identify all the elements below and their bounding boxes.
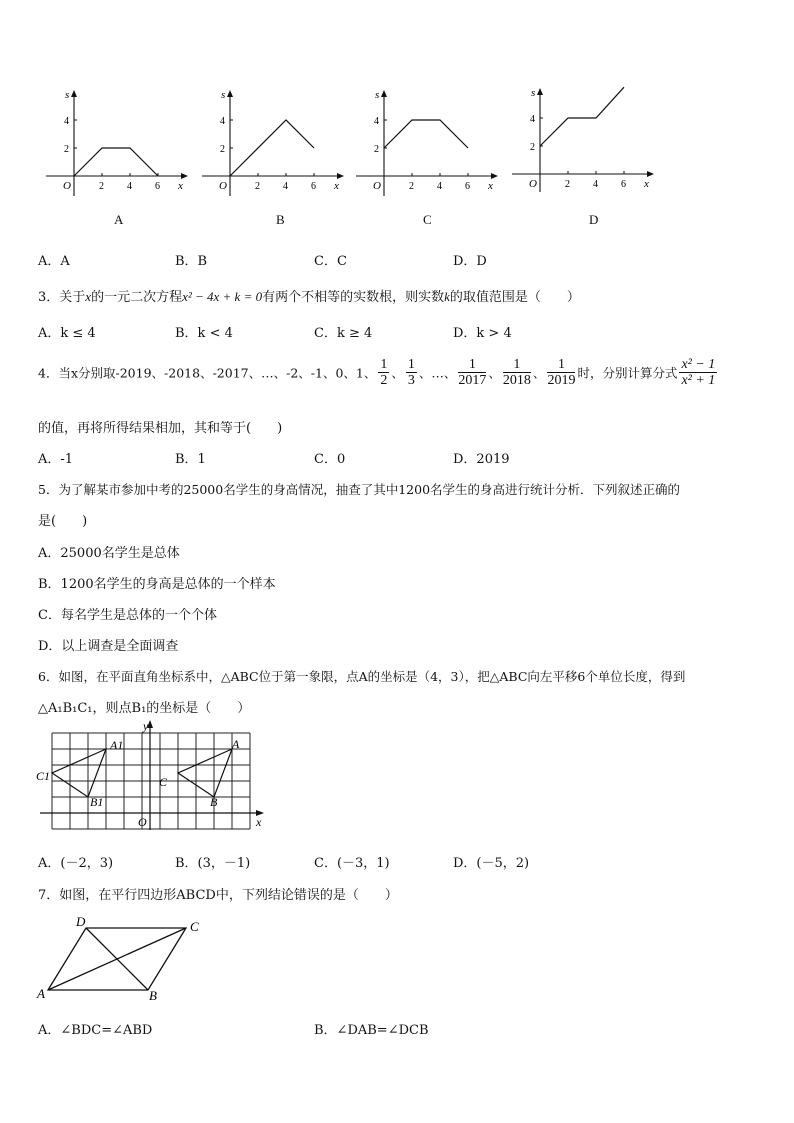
q4-expression: $\frac{\text{x² − 1}}{\text{x² + 1}}$ (681, 357, 716, 388)
q4-fraction-5: $\frac{1}{2019}$ (547, 357, 576, 388)
q5-option-c: C．每名学生是总体的一个个体 (38, 608, 217, 623)
origin-label: O (373, 180, 381, 192)
q6-label-b1: B1 (90, 795, 104, 809)
x-tick-label: 6 (155, 181, 160, 192)
q7-diagonal-bd (86, 928, 148, 990)
q6-line2: △A₁B₁C₁，则点B₁的坐标是（ ） (38, 701, 251, 716)
y-axis-label: s (531, 87, 536, 99)
graph-a (42, 86, 192, 196)
q2-option-d: D．D (453, 254, 487, 269)
q7-stem: 7．如图，在平行四边形ABCD中，下列结论错误的是（ ） (38, 888, 398, 903)
q5-line1: 5．为了解某市参加中考的25000名学生的身高情况，抽查了其中1200名学生的身高进行统计分析．下列叙述正确的 (38, 482, 681, 497)
y-axis-label: s (65, 89, 70, 101)
q6-label-x: x (256, 815, 262, 829)
q6-label-c1: C1 (36, 769, 51, 783)
q6-label-a1: A1 (110, 738, 124, 752)
graph-b (198, 86, 348, 196)
y-axis-label: s (375, 89, 380, 101)
x-tick-label: 6 (621, 179, 626, 190)
q6-label-b: B (210, 795, 218, 809)
y-tick-label: 2 (374, 144, 379, 155)
x-tick-label: 4 (283, 181, 288, 192)
q5-option-d: D．以上调查是全面调查 (38, 639, 179, 654)
q6-option-b: B．(3，－1) (175, 856, 251, 871)
q7-label-c: C (190, 919, 199, 934)
origin-label: O (63, 180, 71, 192)
graph-path (384, 120, 468, 148)
q4-line2: 的值，再将所得结果相加，其和等于( ) (38, 421, 283, 436)
x-tick-label: 6 (311, 181, 316, 192)
q7-option-a: A．∠BDC=∠ABD (38, 1023, 153, 1038)
y-axis-label: s (221, 89, 226, 101)
q4-option-c: C．0 (314, 452, 346, 467)
y-tick-label: 2 (64, 144, 69, 155)
q4-fraction-2: $\frac{1}{3}$ (407, 357, 415, 388)
x-axis-label: x (644, 178, 649, 190)
graph-path (230, 120, 314, 176)
q7-option-b: B．∠DAB=∠DCB (314, 1023, 429, 1038)
x-tick-label: 4 (593, 179, 598, 190)
q6-triangle-a1b1c1 (52, 749, 106, 797)
q4-fraction-1: $\frac{1}{2}$ (380, 357, 388, 388)
q3-option-c: C．k ≥ 4 (314, 326, 373, 341)
y-tick-label: 2 (530, 142, 535, 153)
q6-label-a: A (232, 737, 240, 751)
q2-option-c: C．C (314, 254, 347, 269)
y-tick-label: 4 (64, 116, 69, 127)
graph-label-b: B (276, 212, 285, 227)
x-axis-label: x (334, 180, 339, 192)
graph-label-d: D (589, 212, 599, 227)
x-axis-label: x (178, 180, 183, 192)
x-tick-label: 6 (465, 181, 470, 192)
q3-option-d: D．k > 4 (453, 326, 512, 341)
y-tick-label: 2 (220, 144, 225, 155)
q7-label-b: B (149, 988, 157, 1003)
q6-option-c: C．(－3，1) (314, 856, 390, 871)
q3-option-b: B．k < 4 (175, 326, 233, 341)
q4-option-a: A．-1 (38, 452, 74, 467)
x-tick-label: 4 (437, 181, 442, 192)
q6-label-c: C (159, 775, 168, 789)
graph-path (74, 148, 158, 176)
q2-option-b: B．B (175, 254, 208, 269)
graph-path (540, 87, 624, 146)
q6-option-a: A．(－2，3) (38, 856, 114, 871)
q6-label-origin: O (138, 815, 147, 829)
q5-line2: 是( ) (38, 514, 88, 529)
q5-option-b: B．1200名学生的身高是总体的一个样本 (38, 577, 276, 592)
q6-grid-figure (34, 718, 274, 838)
q3-stem: 3．关于x的一元二次方程x² − 4x + k = 0有两个不相等的实数根，则实数k的取值范围是（ ） (38, 289, 580, 305)
x-tick-label: 4 (127, 181, 132, 192)
q6-line1: 6．如图，在平面直角坐标系中，△ABC位于第一象限，点A的坐标是（4，3），把△ABC向左平移6个单位长度，得到 (38, 669, 686, 684)
y-tick-label: 4 (530, 114, 535, 125)
q3-option-a: A．k ≤ 4 (38, 326, 96, 341)
graph-c (352, 86, 502, 196)
q7-label-d: D (76, 914, 86, 929)
q4-fraction-4: $\frac{1}{2018}$ (502, 357, 531, 388)
q4-option-b: B．1 (175, 452, 206, 467)
graph-label-a: A (114, 212, 124, 227)
q6-option-d: D．(－5，2) (453, 856, 530, 871)
q5-option-a: A．25000名学生是总体 (38, 546, 180, 561)
q2-option-a: A．A (38, 254, 70, 269)
q6-triangle-abc (178, 749, 232, 797)
x-axis-label: x (488, 180, 493, 192)
y-tick-label: 4 (374, 116, 379, 127)
graph-d (508, 82, 658, 192)
origin-label: O (529, 178, 537, 190)
q7-parallelogram-figure (34, 912, 214, 1007)
origin-label: O (219, 180, 227, 192)
x-tick-label: 2 (409, 181, 414, 192)
q7-label-a: A (37, 986, 45, 1001)
q4-stem: 4．当x分别取-2019、-2018、-2017、…、-2、-1、0、1、 $\frac{1}{2}$ 、 $\frac{1}{3}$ 、…、 $\frac{1}{2017}$ 、 $\frac{1}{2018}$ 、 $\frac{1}{2019}$ 时，分别计算分式 $\frac{\text{x² − 1}}{\text{x² + 1}}$ (38, 357, 716, 388)
q6-label-y: y (143, 719, 149, 733)
q4-fraction-3: $\frac{1}{2017}$ (458, 357, 487, 388)
graph-label-c: C (423, 212, 432, 227)
q4-option-d: D．2019 (453, 452, 510, 467)
x-tick-label: 2 (565, 179, 570, 190)
x-tick-label: 2 (255, 181, 260, 192)
x-tick-label: 2 (99, 181, 104, 192)
y-tick-label: 4 (220, 116, 225, 127)
